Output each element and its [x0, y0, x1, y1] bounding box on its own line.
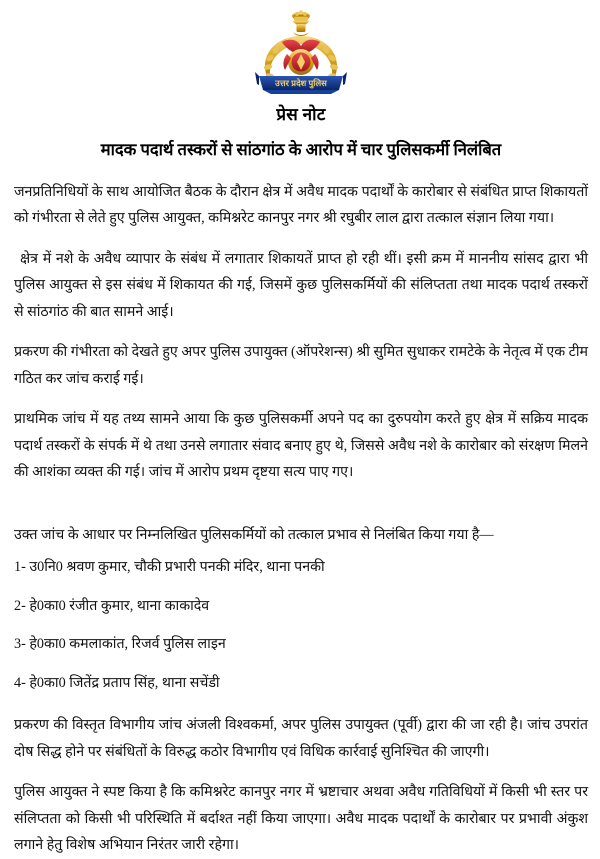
list-item: 1- उ0नि0 श्रवण कुमार, चौकी प्रभारी पनकी मंदिर, थाना पनकी — [14, 559, 325, 576]
page-title: प्रेस नोट — [276, 105, 326, 124]
list-item: 4- हे0का0 जितेंद्र प्रताप सिंह, थाना सचेंडी — [14, 674, 220, 691]
paragraph: जनप्रतिनिधियों के साथ आयोजित बैठक के दौरान क्षेत्र में अवैध मादक पदार्थों के कारोबार से संबंधित प्राप्त शिकायतों को गंभीरता से लेते हुए पुलिस आयुक्त, कमिश्नरेट कानपुर नगर श्री रघुबीर लाल द्वारा तत्काल संज्ञान लिया गया। — [14, 183, 588, 227]
suspended-officers-list — [14, 554, 588, 696]
suspension-list-intro: उक्त जांच के आधार पर निम्नलिखित पुलिसकर्मियों को तत्काल प्रभाव से निलंबित किया गया है— — [14, 526, 494, 543]
paragraph: पुलिस आयुक्त ने स्पष्ट किया है कि कमिश्नरेट कानपुर नगर में भ्रष्टाचार अथवा अवैध गतिविधियों में किसी भी स्तर पर संलिप्तता को किसी भी परिस्थिति में बर्दाश्त नहीं किया जाएगा। अवैध मादक पदार्थों के कारोबार पर प्रभावी अंकुश लगाने हेतु विशेष अभियान निरंतर जारी रहेगा। — [14, 784, 588, 854]
closing-content — [14, 712, 588, 859]
body-content — [14, 179, 588, 859]
page-subtitle: मादक पदार्थ तस्करों से सांठगांठ के आरोप में चार पुलिसकर्मी निलंबित — [100, 140, 502, 160]
paragraph: प्रकरण की विस्तृत विभागीय जांच अंजली विश्वकर्मा, अपर पुलिस उपायुक्त (पूर्वी) द्वारा की जा रही है। जांच उपरांत दोष सिद्ध होने पर संबंधितों के विरुद्ध कठोर विभागीय एवं विधिक कार्रवाई सुनिश्चित की जाएगी। — [14, 717, 588, 760]
paragraph: प्रकरण की गंभीरता को देखते हुए अपर पुलिस उपायुक्त (ऑपरेशन्स) श्री सुमित सुधाकर रामटेके के नेतृत्व में एक टीम गठित कर जांच कराई गई। — [14, 344, 588, 387]
ashoka-capital-icon — [292, 10, 310, 36]
emblem-container — [14, 0, 588, 102]
list-item: 2- हे0का0 रंजीत कुमार, थाना काकादेव — [14, 597, 210, 614]
emblem-banner-text: उत्तर प्रदेश पुलिस — [275, 78, 327, 88]
list-item: 3- हे0का0 कमलाकांत, रिजर्व पुलिस लाइन — [14, 636, 226, 653]
paragraph: क्षेत्र में नशे के अवैध व्यापार के संबंध में लगातार शिकायतें प्राप्त हो रही थीं। इसी क्रम में माननीय सांसद द्वारा भी पुलिस आयुक्त से इस संबंध में शिकायत की गई, जिसमें कुछ पुलिसकर्मियों की संलिप्तता तथा मादक पदार्थ तस्करों से सांठगांठ की बात सामने आई। — [14, 250, 588, 320]
central-crest-icon — [282, 40, 320, 75]
paragraph: प्राथमिक जांच में यह तथ्य सामने आया कि कुछ पुलिसकर्मी अपने पद का दुरुपयोग करते हुए क्षेत्र में सक्रिय मादक पदार्थ तस्करों के संपर्क में थे तथा उनसे लगातार संवाद बनाए हुए थे, जिससे अवैध नशे के कारोबार को संरक्षण मिलने की आशंका व्यक्त की गई। जांच में आरोप प्रथम दृष्टया सत्य पाए गए। — [14, 411, 588, 481]
uttar-pradesh-police-emblem-icon — [249, 6, 353, 102]
